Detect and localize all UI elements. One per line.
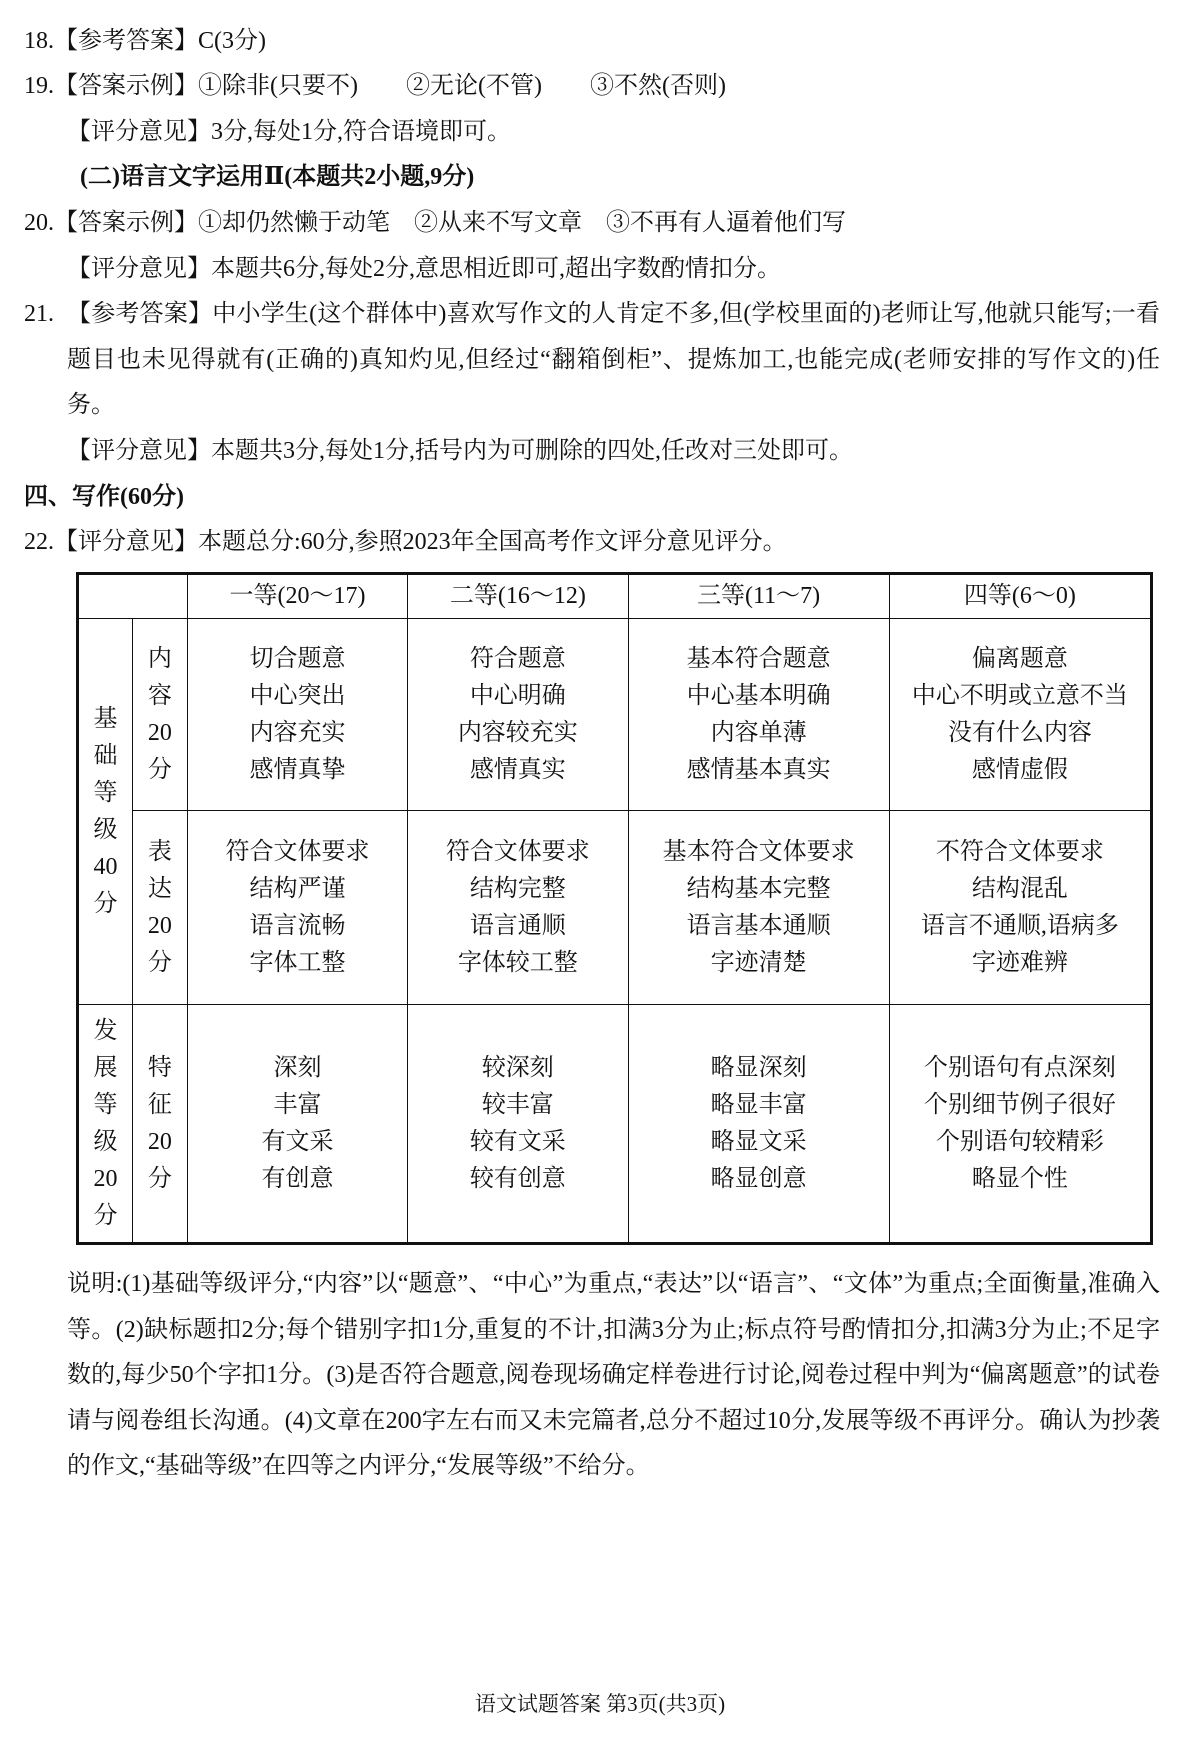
section-heading-2: (二)语言文字运用Ⅱ(本题共2小题,9分) xyxy=(80,164,475,190)
table-cell: 深刻 丰富 有文采 有创意 xyxy=(187,1005,407,1244)
header-grade-4: 四等(6～0) xyxy=(889,574,1151,619)
item-18: 18.【参考答案】C(3分) xyxy=(24,28,266,54)
table-row-expression xyxy=(78,811,1152,1005)
item-21-answer: 【参考答案】中小学生(这个群体中)喜欢写作文的人肯定不多,但(学校里面的)老师让写,他就只能写;一看题目也未见得就有(正确的)真知灼见,但经过“翻箱倒柜”、提炼加工,也能完成(老师安排的写作文的)任务。 xyxy=(67,301,1160,419)
table-header-row xyxy=(78,574,1152,619)
item-20: 20.【答案示例】①却仍然懒于动笔 ②从来不写文章 ③不再有人逼着他们写 xyxy=(24,210,846,236)
table-cell: 符合文体要求 结构完整 语言通顺 字体较工整 xyxy=(408,811,628,1005)
item-19-scoring: 【评分意见】3分,每处1分,符合语境即可。 xyxy=(67,119,511,145)
basic-level-label: 基 础 等 级 40 分 xyxy=(78,619,133,1005)
scoring-table xyxy=(76,572,1153,1245)
explanation-note: 说明:(1)基础等级评分,“内容”以“题意”、“中心”为重点,“表达”以“语言”、“文体”为重点;全面衡量,准确入等。(2)缺标题扣2分;每个错别字扣1分,重复的不计,扣满3分为止;标点符号酌情扣分,扣满3分为止;不足字数的,每少50个字扣1分。(3)是否符合题意,阅卷现场确定样卷进行讨论,阅卷过程中判为“偏离题意”的试卷请与阅卷组长沟通。(4)文章在200字左右而又未完篇者,总分不超过10分,发展等级不再评分。确认为抄袭的作文,“基础等级”在四等之内评分,“发展等级”不给分。 xyxy=(67,1271,1160,1480)
table-cell: 符合文体要求 结构严谨 语言流畅 字体工整 xyxy=(187,811,407,1005)
table-cell: 个别语句有点深刻 个别细节例子很好 个别语句较精彩 略显个性 xyxy=(889,1005,1151,1244)
table-cell: 略显深刻 略显丰富 略显文采 略显创意 xyxy=(628,1005,889,1244)
table-cell: 不符合文体要求 结构混乱 语言不通顺,语病多 字迹难辨 xyxy=(889,811,1151,1005)
item-22: 22.【评分意见】本题总分:60分,参照2023年全国高考作文评分意见评分。 xyxy=(24,529,787,555)
table-cell: 较深刻 较丰富 较有文采 较有创意 xyxy=(408,1005,628,1244)
header-grade-1: 一等(20～17) xyxy=(187,574,407,619)
table-cell: 切合题意 中心突出 内容充实 感情真挚 xyxy=(187,619,407,811)
item-20-scoring: 【评分意见】本题共6分,每处2分,意思相近即可,超出字数酌情扣分。 xyxy=(67,256,781,282)
development-level-label: 发 展 等 级 20 分 xyxy=(78,1005,133,1244)
header-grade-3: 三等(11～7) xyxy=(628,574,889,619)
table-row-content xyxy=(78,619,1152,811)
page-footer: 语文试题答案 第3页(共3页) xyxy=(474,1692,726,1716)
section-heading-writing: 四、写作(60分) xyxy=(24,484,184,510)
row-label: 表 达 20 分 xyxy=(132,811,187,1005)
item-21-scoring: 【评分意见】本题共3分,每处1分,括号内为可删除的四处,任改对三处即可。 xyxy=(67,438,853,464)
table-cell: 基本符合文体要求 结构基本完整 语言基本通顺 字迹清楚 xyxy=(628,811,889,1005)
item-19: 19.【答案示例】①除非(只要不) ②无论(不管) ③不然(否则) xyxy=(24,73,726,99)
table-cell: 符合题意 中心明确 内容较充实 感情真实 xyxy=(408,619,628,811)
header-grade-2: 二等(16～12) xyxy=(408,574,628,619)
row-label: 特 征 20 分 xyxy=(132,1005,187,1244)
table-row-development xyxy=(78,1005,1152,1244)
table-cell: 基本符合题意 中心基本明确 内容单薄 感情基本真实 xyxy=(628,619,889,811)
row-label: 内 容 20 分 xyxy=(132,619,187,811)
table-cell: 偏离题意 中心不明或立意不当 没有什么内容 感情虚假 xyxy=(889,619,1151,811)
item-21-no: 21. xyxy=(24,301,54,327)
